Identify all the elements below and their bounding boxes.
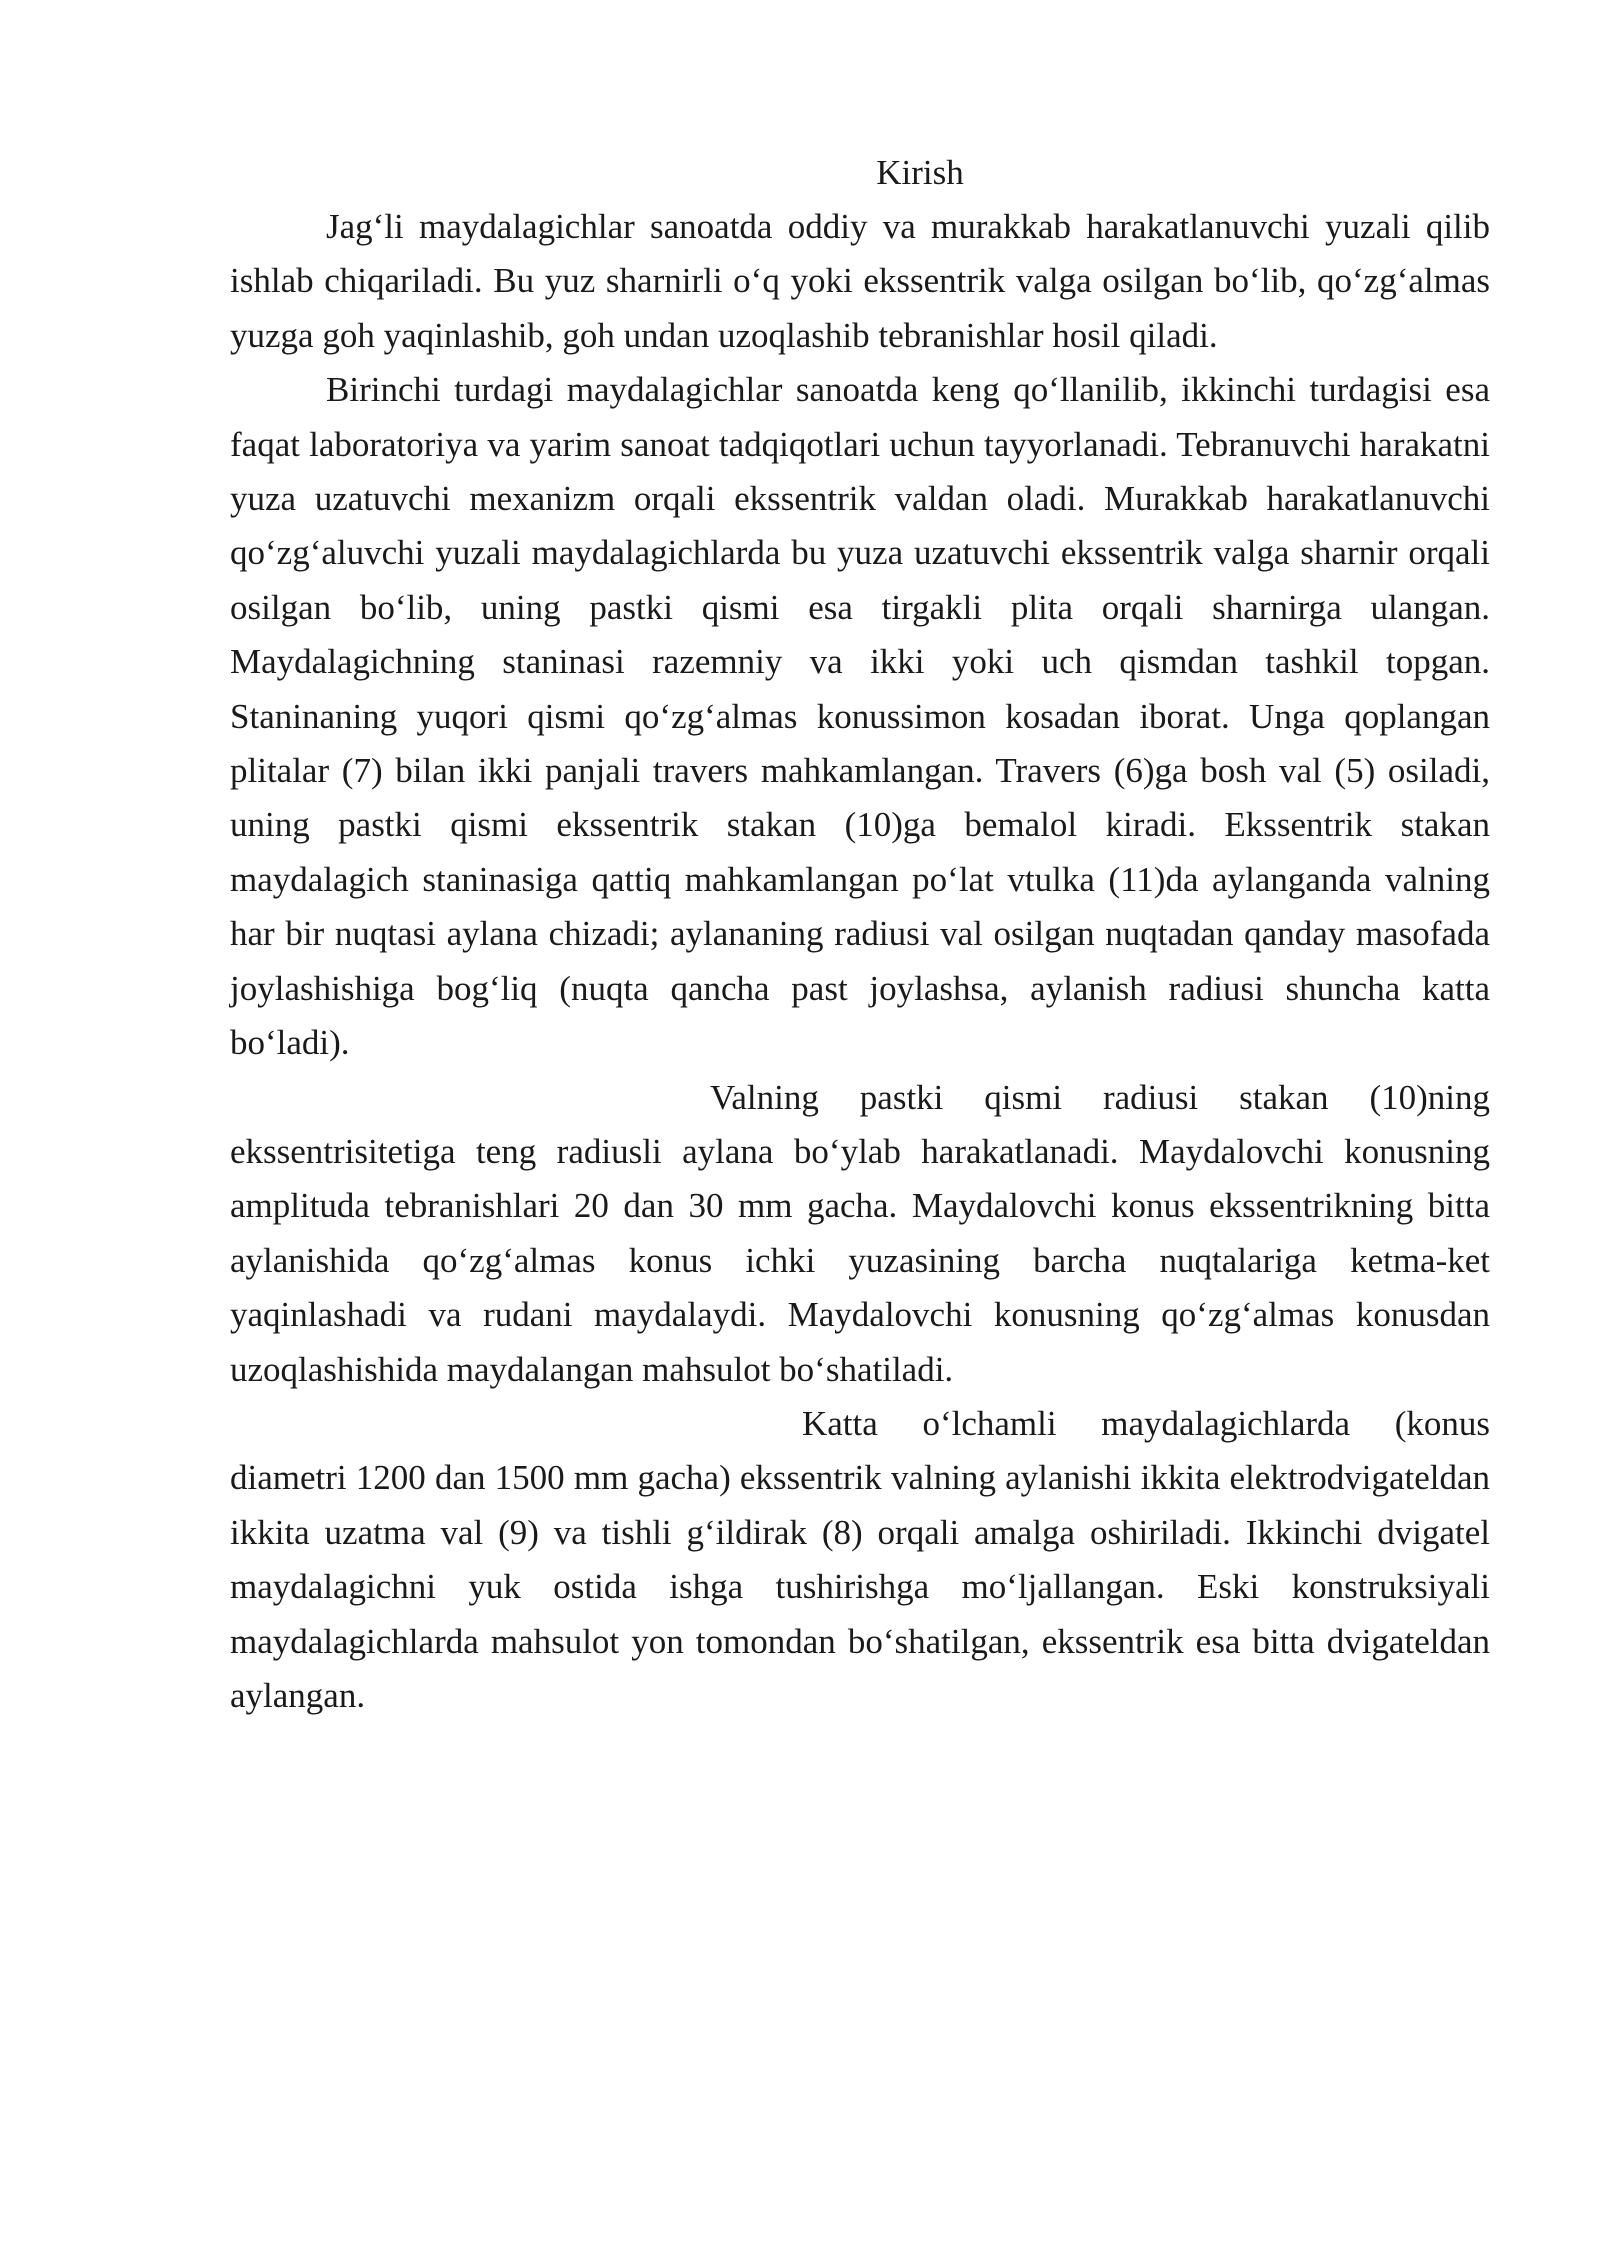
paragraph-1: Jag‘li maydalagichlar sanoatda oddiy va murakkab harakatlanuvchi yuzali qilib ishlab chiqariladi. Bu yuz sharnirli o‘q yoki ekssentrik valga osilgan bo‘lib, qo‘zg‘almas yuzga goh yaqinlashib, goh undan uzoqlashib tebranishlar hosil qiladi. [230,207,1490,355]
paragraph-3: Valning pastki qismi radiusi stakan (10)ning ekssentrisitetiga teng radiusli aylana bo‘ylab harakatlanadi. Maydalovchi konusning amplituda tebranishlari 20 dan 30 mm gacha. Maydalovchi konus ekssentrikning bitta aylanishida qo‘zg‘almas konus ichki yuzasining barcha nuqtalariga ketma-ket yaqinlashadi va rudani maydalaydi. Maydalovchi konusning qo‘zg‘almas konusdan uzoqlashishida maydalangan mahsulot bo‘shatiladi. [230,1077,1490,1389]
document-page [230,0,1490,1723]
page-title: Kirish [876,153,964,192]
paragraph-2: Birinchi turdagi maydalagichlar sanoatda keng qo‘llanilib, ikkinchi turdagisi esa faqat laboratoriya va yarim sanoat tadqiqotlari uchun tayyorlanadi. Tebranuvchi harakatni yuza uzatuvchi mexanizm orqali ekssentrik valdan oladi. Murakkab harakatlanuvchi qo‘zg‘aluvchi yuzali maydalagichlarda bu yuza uzatuvchi ekssentrik valga sharnir orqali osilgan bo‘lib, uning pastki qismi esa tirgakli plita orqali sharnirga ulangan. Maydalagichning staninasi razemniy va ikki yoki uch qismdan tashkil topgan. Staninaning yuqori qismi qo‘zg‘almas konussimon kosadan iborat. Unga qoplangan plitalar (7) bilan ikki panjali travers mahkamlangan. Travers (6)ga bosh val (5) osiladi, uning pastki qismi ekssentrik stakan (10)ga bemalol kiradi. Ekssentrik stakan maydalagich staninasiga qattiq mahkamlangan po‘lat vtulka (11)da aylanganda valning har bir nuqtasi aylana chizadi; aylananing radiusi val osilgan nuqtadan qanday masofada joylashishiga bog‘liq (nuqta qancha past joylashsa, aylanish radiusi shuncha katta bo‘ladi). [230,370,1490,1063]
paragraph-4: Katta o‘lchamli maydalagichlarda (konus diametri 1200 dan 1500 mm gacha) ekssentrik valning aylanishi ikkita elektrodvigateldan ikkita uzatma val (9) va tishli g‘ildirak (8) orqali amalga oshiriladi. Ikkinchi dvigatel maydalagichni yuk ostida ishga tushirishga mo‘ljallangan. Eski konstruksiyali maydalagichlarda mahsulot yon tomondan bo‘shatilgan, ekssentrik esa bitta dvigateldan aylangan. [230,1403,1490,1715]
